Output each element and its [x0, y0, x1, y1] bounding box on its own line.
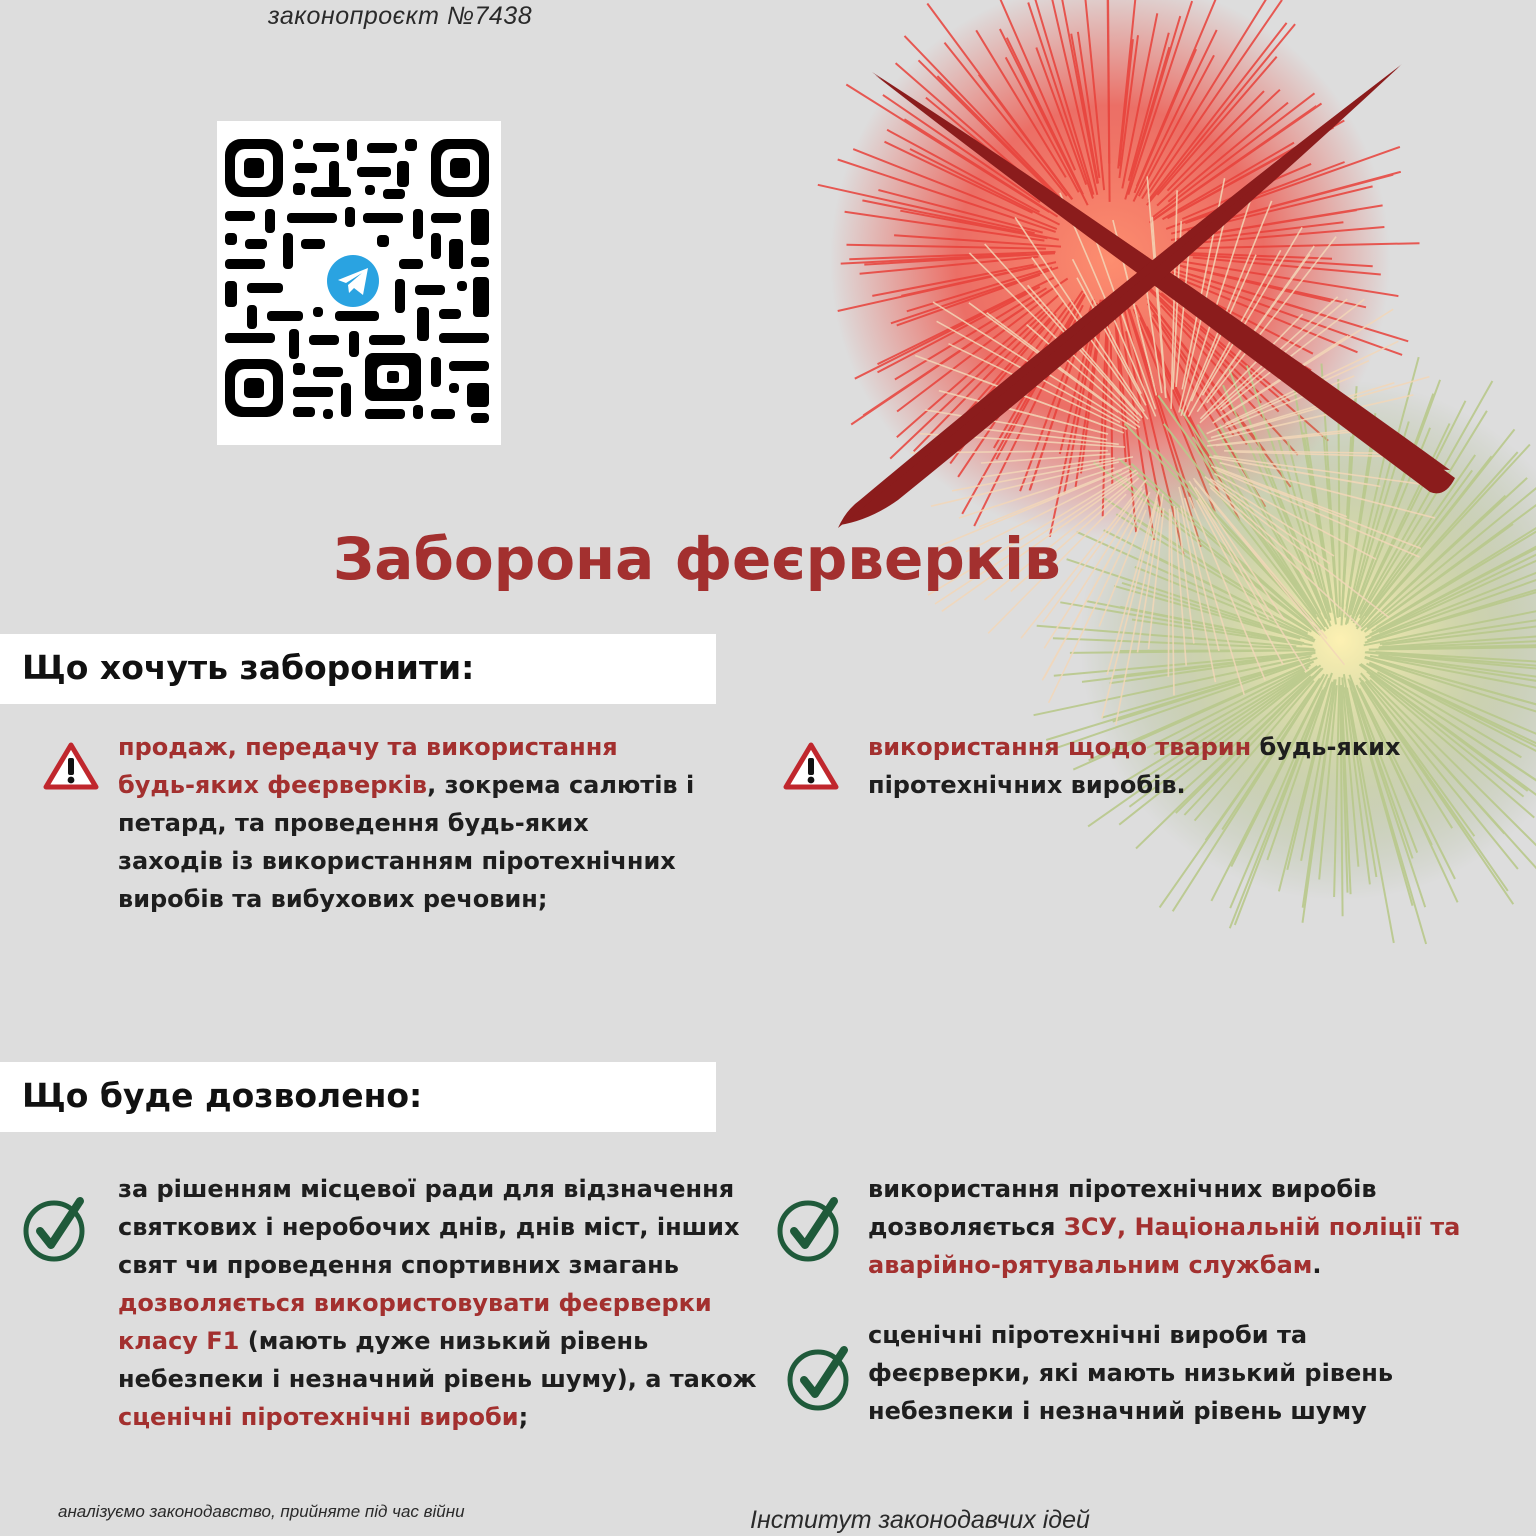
banned-item-1 — [118, 728, 698, 918]
warning-triangle-icon — [42, 741, 100, 791]
footer-organization: Інститут законодавчих ідей — [750, 1506, 1090, 1534]
warning-triangle-icon — [782, 741, 840, 791]
banned-item-1-text: , зокрема салютів і петард, та проведення будь-яких заходів із використанням піротехнічних виробів та вибухових речовин; — [118, 771, 695, 913]
allowed-item-2-text-a: використання піротехнічних виробів дозволяється — [868, 1175, 1377, 1241]
crossed-fireworks-image — [780, 0, 1536, 990]
allowed-item-1-text-a: за рішенням місцевої ради для відзначення святкових і неробочих днів, днів міст, інших свят чи проведення спортивних змагань — [118, 1175, 740, 1279]
allowed-item-1-text-c: ; — [518, 1403, 529, 1431]
banned-section-header — [0, 634, 716, 704]
banned-heading: Що хочуть заборонити: — [22, 648, 475, 687]
check-circle-icon — [784, 1342, 856, 1414]
allowed-item-1-text-b: (мають дуже низький рівень небезпеки і незначний рівень шуму), а також — [118, 1327, 757, 1393]
allowed-item-3-text: сценічні піротехнічні вироби та феєрверки, які мають низький рівень небезпеки і незначний рівень шуму — [868, 1321, 1394, 1425]
allowed-item-1-highlight-b: сценічні піротехнічні вироби — [118, 1403, 519, 1431]
allowed-section-header — [0, 1062, 716, 1132]
allowed-item-1-highlight-a: дозволяється використовувати феєрверки класу F1 — [118, 1289, 712, 1355]
bill-number: законопроєкт №7438 — [268, 2, 533, 30]
banned-item-2 — [868, 728, 1428, 804]
allowed-item-1 — [118, 1170, 758, 1436]
allowed-item-2-highlight: ЗСУ, Національній поліції та аварійно-рятувальним службам — [868, 1213, 1461, 1279]
allowed-item-2 — [868, 1170, 1528, 1284]
banned-item-2-highlight: використання щодо тварин — [868, 733, 1252, 761]
allowed-heading: Що буде дозволено: — [22, 1076, 423, 1115]
telegram-icon — [323, 251, 383, 311]
footer-tagline: аналізуємо законодавство, прийняте під час війни — [58, 1502, 465, 1521]
telegram-qr-code[interactable] — [217, 121, 501, 445]
check-circle-icon — [774, 1193, 846, 1265]
page-title: Заборона феєрверків — [333, 525, 1061, 593]
allowed-item-3 — [868, 1316, 1468, 1430]
banned-item-2-text: будь-яких піротехнічних виробів. — [868, 733, 1401, 799]
banned-item-1-highlight: продаж, передачу та використання будь-яких феєрверків — [118, 733, 618, 799]
allowed-item-2-text-b: . — [1312, 1251, 1322, 1279]
check-circle-icon — [20, 1193, 92, 1265]
